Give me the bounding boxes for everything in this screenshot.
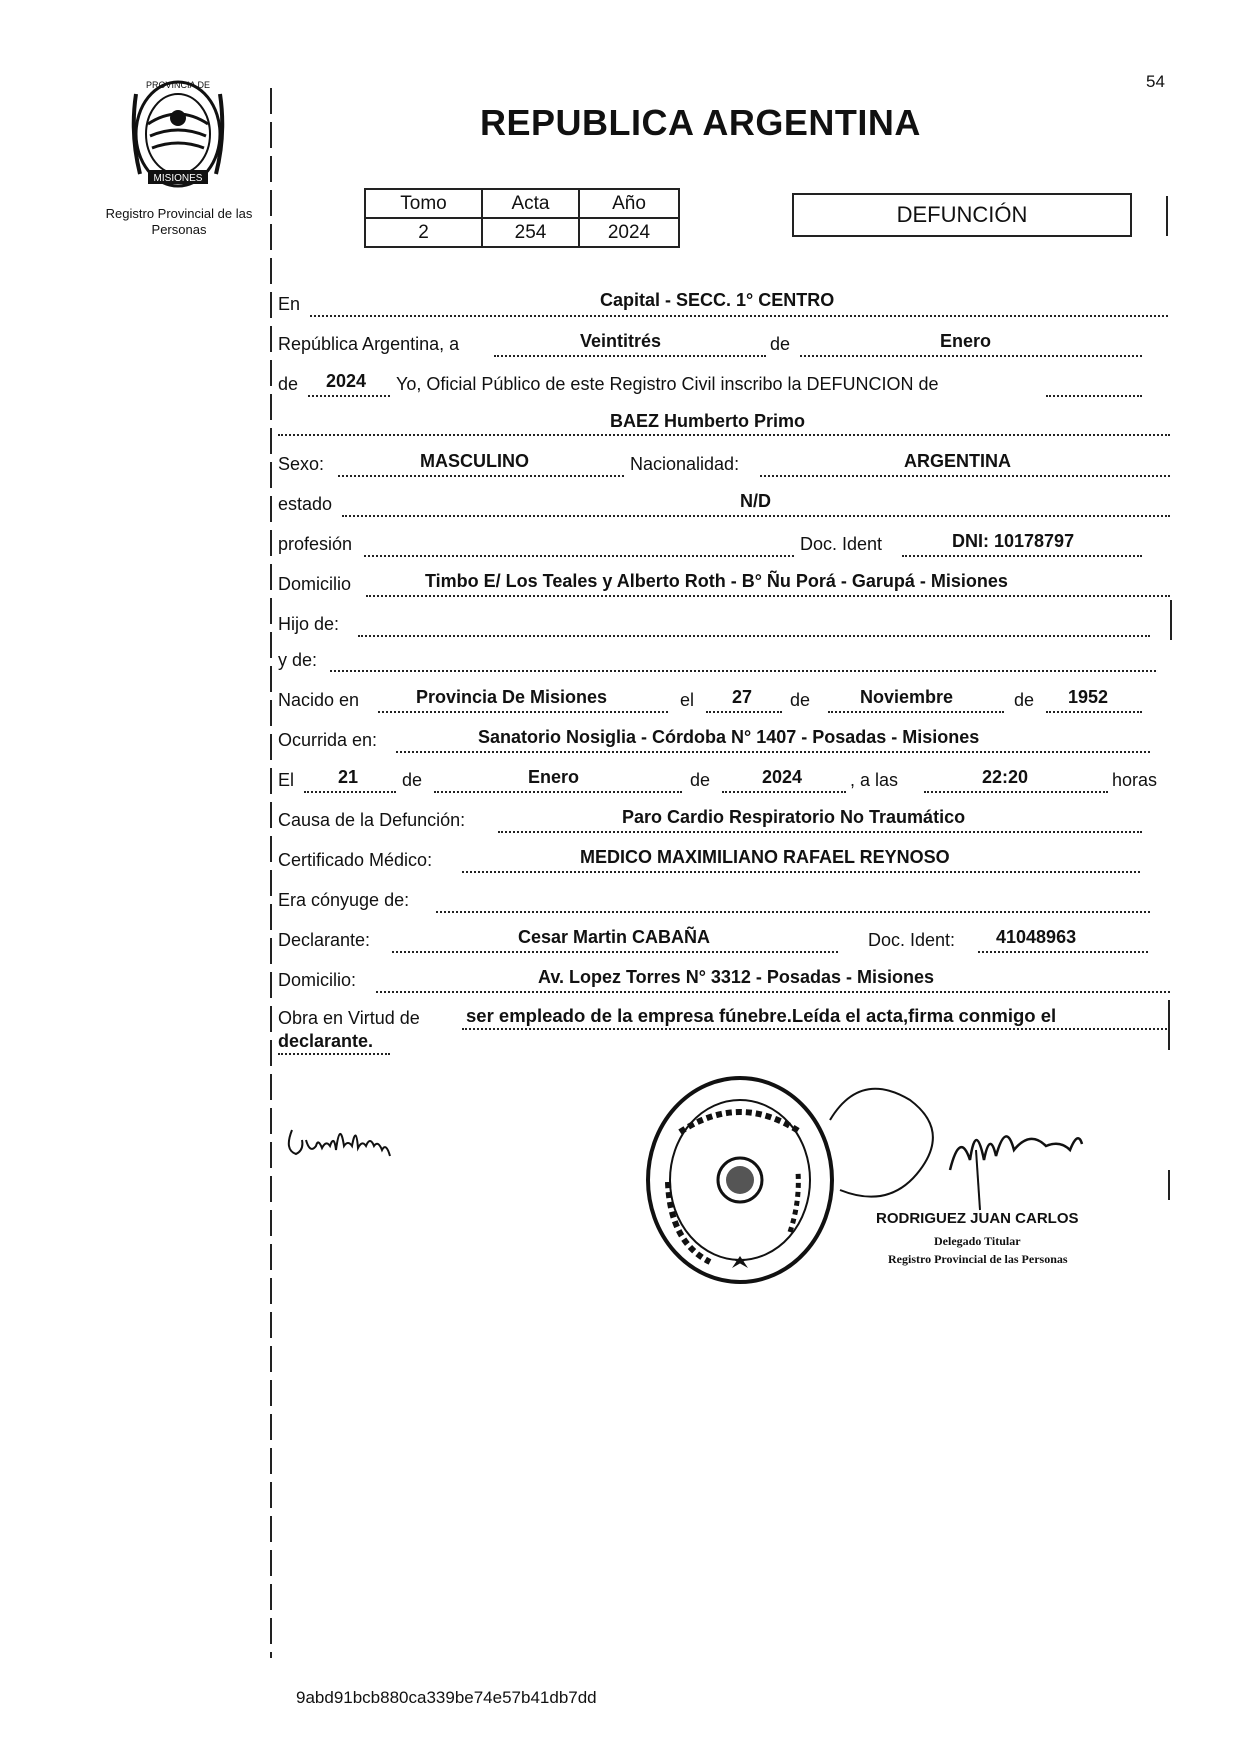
label-republica: República Argentina, a: [278, 334, 460, 354]
value-nationality: ARGENTINA: [904, 451, 1011, 471]
value-declarant-doc: 41048963: [996, 927, 1077, 947]
value-birth-month: Noviembre: [860, 687, 954, 707]
dotline-declarant-address: [376, 991, 1170, 993]
dotline-sex: [338, 475, 624, 477]
dotline-death-time: [924, 791, 1108, 793]
svg-text:MISIONES: MISIONES: [153, 173, 203, 184]
page-title: REPUBLICA ARGENTINA: [480, 102, 921, 143]
label-ocurrida: Ocurrida en:: [278, 730, 378, 750]
value-sex: MASCULINO: [420, 451, 529, 471]
dotline-death-year: [722, 791, 846, 793]
dotline-doctor: [462, 871, 1140, 873]
dotline-nationality: [760, 475, 1170, 477]
value-reg-year: 2024: [326, 371, 367, 391]
label-de-5: de: [402, 770, 423, 790]
dotline-obra-1: [462, 1028, 1170, 1030]
label-nacionalidad: Nacionalidad:: [630, 454, 740, 474]
label-domicilio: Domicilio: [278, 574, 352, 594]
dotline-birth-month: [828, 711, 1004, 713]
scan-mark: [1166, 196, 1168, 236]
value-doctor: MEDICO MAXIMILIANO RAFAEL REYNOSO: [580, 847, 950, 867]
label-causa: Causa de la Defunción:: [278, 810, 466, 830]
label-yo: Yo, Oficial Público de este Registro Civil inscribo la DEFUNCION de: [396, 374, 939, 394]
dotline-reg-day: [494, 355, 766, 357]
dotline-cause: [498, 831, 1142, 833]
dotline-place: [310, 315, 1168, 317]
declarant-signature: [282, 1110, 412, 1170]
value-deceased: BAEZ Humberto Primo: [610, 411, 806, 431]
value-acta: 254: [482, 218, 579, 247]
label-horas: horas: [1112, 770, 1158, 790]
value-birthplace: Provincia De Misiones: [416, 687, 608, 707]
value-birth-year: 1952: [1068, 687, 1109, 707]
dotline-father: [358, 635, 1150, 637]
dotline-profession: [364, 555, 794, 557]
value-declarant-address: Av. Lopez Torres N° 3312 - Posadas - Misiones: [538, 967, 934, 987]
scan-mark: [1168, 1000, 1170, 1050]
registry-name: Registro Provincial de las Personas: [105, 206, 253, 237]
label-obra: Obra en Virtud de: [278, 1008, 420, 1028]
dotline-reg-month: [800, 355, 1142, 357]
dotline-birthplace: [378, 711, 668, 713]
label-de-2: de: [278, 374, 299, 394]
label-y-de: y de:: [278, 650, 318, 670]
svg-text:PROVINCIA DE: PROVINCIA DE: [145, 80, 211, 90]
official-signature: [800, 1060, 1120, 1220]
dotline-death-month: [434, 791, 682, 793]
value-reg-month: Enero: [940, 331, 992, 351]
label-profesion: profesión: [278, 534, 353, 554]
label-certificado: Certificado Médico:: [278, 850, 433, 870]
dotline-death-day: [304, 791, 396, 793]
value-place: Capital - SECC. 1° CENTRO: [600, 290, 835, 310]
label-en: En: [278, 294, 301, 314]
value-obra-line2: declarante.: [278, 1031, 374, 1051]
label-a-las: , a las: [850, 770, 899, 790]
dotline-obra-2: [278, 1053, 390, 1055]
value-death-time: 22:20: [982, 767, 1029, 787]
dotline-address: [366, 595, 1170, 597]
label-el: el: [680, 690, 695, 710]
value-cause: Paro Cardio Respiratorio No Traumático: [622, 807, 966, 827]
value-obra-line1: ser empleado de la empresa fúnebre.Leída el acta,firma conmigo el: [466, 1005, 1057, 1026]
dotline-death-place: [396, 751, 1150, 753]
label-nacido: Nacido en: [278, 690, 360, 710]
label-de-1: de: [770, 334, 791, 354]
page-number: 54: [1146, 72, 1165, 91]
value-birth-day: 27: [732, 687, 753, 707]
dotline-declarant: [392, 951, 838, 953]
value-civil-status: N/D: [740, 491, 771, 511]
dotline-doc: [902, 555, 1142, 557]
label-de-6: de: [690, 770, 711, 790]
label-domicilio-2: Domicilio:: [278, 970, 357, 990]
scan-mark: [1168, 1170, 1170, 1200]
label-sexo: Sexo:: [278, 454, 325, 474]
label-de-4: de: [1014, 690, 1035, 710]
value-reg-day: Veintitrés: [580, 331, 662, 351]
record-type-box: DEFUNCIÓN: [792, 193, 1132, 237]
official-name: RODRIGUEZ JUAN CARLOS: [876, 1210, 1079, 1227]
label-conyuge: Era cónyuge de:: [278, 890, 410, 910]
dotline-deceased: [278, 434, 1170, 436]
dotline-civil-status: [342, 515, 1170, 517]
dotline-reg-year: [308, 395, 390, 397]
value-death-place: Sanatorio Nosiglia - Córdoba N° 1407 - Posadas - Misiones: [478, 727, 980, 747]
dotline-mother: [330, 670, 1156, 672]
footer-hash: 9abd91bcb880ca339be74e57b41db7dd: [296, 1688, 597, 1707]
margin-rule: [270, 88, 272, 1658]
value-death-day: 21: [338, 767, 359, 787]
label-doc-ident: Doc. Ident: [800, 534, 883, 554]
value-death-month: Enero: [528, 767, 580, 787]
label-el-cap: El: [278, 770, 295, 790]
record-table: [364, 188, 680, 248]
label-de-3: de: [790, 690, 811, 710]
official-registry: Registro Provincial de las Personas: [888, 1252, 1068, 1266]
header-tomo: Tomo: [365, 189, 482, 218]
label-estado: estado: [278, 494, 333, 514]
header-ano: Año: [579, 189, 679, 218]
label-doc-ident-2: Doc. Ident:: [868, 930, 956, 950]
label-declarante: Declarante:: [278, 930, 371, 950]
value-address: Timbo E/ Los Teales y Alberto Roth - B° Ñu Porá - Garupá - Misiones: [425, 571, 1008, 591]
dotline-yo: [1046, 395, 1142, 397]
value-doc: DNI: 10178797: [952, 531, 1075, 551]
dotline-birth-day: [706, 711, 782, 713]
dotline-declarant-doc: [978, 951, 1148, 953]
dotline-birth-year: [1046, 711, 1142, 713]
province-logo: [118, 74, 238, 194]
scan-mark: [1170, 600, 1172, 640]
value-death-year: 2024: [762, 767, 803, 787]
value-tomo: 2: [365, 218, 482, 247]
dotline-spouse: [436, 911, 1150, 913]
label-hijo: Hijo de:: [278, 614, 340, 634]
value-declarant: Cesar Martin CABAÑA: [518, 927, 711, 947]
header-acta: Acta: [482, 189, 579, 218]
value-ano: 2024: [579, 218, 679, 247]
official-title: Delegado Titular: [934, 1234, 1021, 1248]
